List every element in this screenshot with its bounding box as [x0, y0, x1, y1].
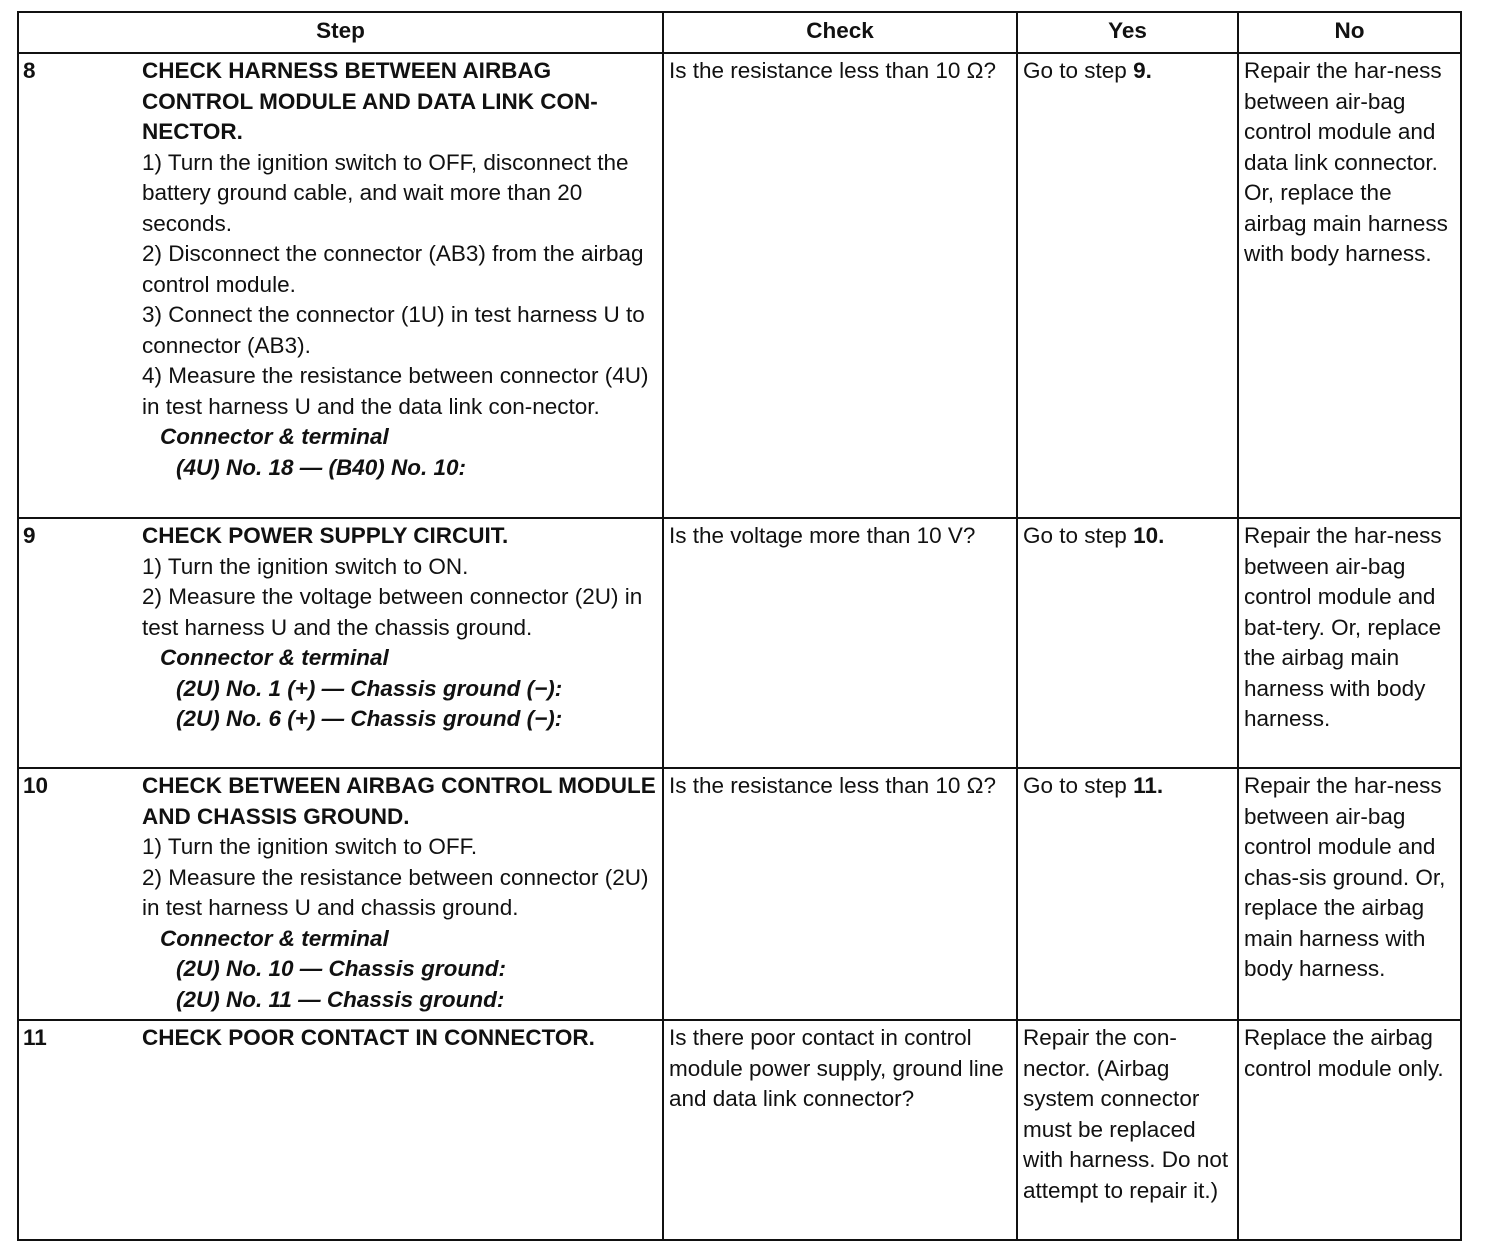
yes-step-ref: 10.	[1133, 523, 1165, 548]
step-instruction: 1) Turn the ignition switch to ON.	[142, 553, 469, 579]
step-title: CHECK HARNESS BETWEEN AIRBAG CONTROL MODULE AND DATA LINK CON-NECTOR.	[142, 58, 598, 144]
header-no: No	[1238, 12, 1461, 53]
yes-cell	[1017, 518, 1238, 768]
check-cell: Is the resistance less than 10 Ω?	[663, 53, 1017, 518]
no-cell: Repair the har-ness between air-bag control module and bat-tery. Or, replace the airbag main harness with body harness.	[1238, 518, 1461, 768]
connector-label: Connector & terminal	[160, 925, 389, 951]
check-cell: Is there poor contact in control module power supply, ground line and data link connector?	[663, 1020, 1017, 1240]
no-cell: Repair the har-ness between air-bag control module and chas-sis ground. Or, replace the airbag main harness with body harness.	[1238, 768, 1461, 1020]
diagnostic-table	[17, 11, 1462, 1241]
table-row	[18, 518, 1461, 768]
yes-cell	[1017, 768, 1238, 1020]
step-cell	[18, 53, 663, 518]
step-instruction: 2) Measure the resistance between connector (2U) in test harness U and chassis ground.	[142, 864, 649, 920]
step-number: 10	[23, 773, 49, 798]
yes-cell: Repair the con-nector. (Airbag system connector must be replaced with harness. Do not attempt to repair it.)	[1017, 1020, 1238, 1240]
step-instruction: 1) Turn the ignition switch to OFF, disconnect the battery ground cable, and wait more than 20 seconds.	[142, 149, 629, 236]
yes-step-ref: 11.	[1133, 773, 1164, 798]
connector-label: Connector & terminal	[160, 424, 389, 449]
yes-prefix: Go to step	[1023, 58, 1134, 83]
step-number: 9	[23, 523, 36, 548]
header-step: Step	[18, 12, 663, 53]
terminal-spec: (2U) No. 1 (+) — Chassis ground (−):	[176, 675, 563, 701]
step-cell	[18, 1020, 663, 1240]
check-cell: Is the voltage more than 10 V?	[663, 518, 1017, 768]
yes-cell	[1017, 53, 1238, 518]
header-check: Check	[663, 12, 1017, 53]
check-cell: Is the resistance less than 10 Ω?	[663, 768, 1017, 1020]
step-body	[142, 521, 662, 735]
step-body	[142, 56, 662, 483]
yes-prefix: Go to step	[1023, 523, 1134, 548]
step-title: CHECK POOR CONTACT IN CONNECTOR.	[142, 1025, 595, 1050]
yes-step-ref: 9.	[1133, 58, 1152, 83]
no-cell: Replace the airbag control module only.	[1238, 1020, 1461, 1240]
step-cell	[18, 518, 663, 768]
step-instruction: 4) Measure the resistance between connector (4U) in test harness U and the data link con-nector.	[142, 363, 649, 419]
table-row	[18, 1020, 1461, 1240]
connector-label: Connector & terminal	[160, 645, 389, 670]
step-instruction: 3) Connect the connector (1U) in test harness U to connector (AB3).	[142, 302, 645, 358]
step-instruction: 2) Measure the voltage between connector (2U) in test harness U and the chassis ground.	[142, 584, 643, 640]
step-body	[142, 1023, 662, 1054]
step-number: 8	[23, 58, 36, 83]
step-instruction: 1) Turn the ignition switch to OFF.	[142, 834, 478, 859]
header-row	[18, 12, 1461, 53]
step-title: CHECK BETWEEN AIRBAG CONTROL MODULE AND CHASSIS GROUND.	[142, 773, 656, 829]
no-cell: Repair the har-ness between air-bag control module and data link connector. Or, replace the airbag main harness with body harness.	[1238, 53, 1461, 518]
terminal-spec: (4U) No. 18 — (B40) No. 10:	[176, 454, 467, 480]
step-instruction: 2) Disconnect the connector (AB3) from the airbag control module.	[142, 241, 644, 297]
table-row	[18, 768, 1461, 1020]
step-title: CHECK POWER SUPPLY CIRCUIT.	[142, 523, 509, 548]
step-body	[142, 771, 662, 1015]
terminal-spec: (2U) No. 10 — Chassis ground:	[176, 956, 507, 981]
step-number: 11	[23, 1025, 47, 1050]
terminal-spec: (2U) No. 6 (+) — Chassis ground (−):	[176, 706, 563, 731]
header-yes: Yes	[1017, 12, 1238, 53]
table-row	[18, 53, 1461, 518]
yes-prefix: Go to step	[1023, 773, 1134, 798]
terminal-spec: (2U) No. 11 — Chassis ground:	[176, 986, 505, 1012]
step-cell	[18, 768, 663, 1020]
